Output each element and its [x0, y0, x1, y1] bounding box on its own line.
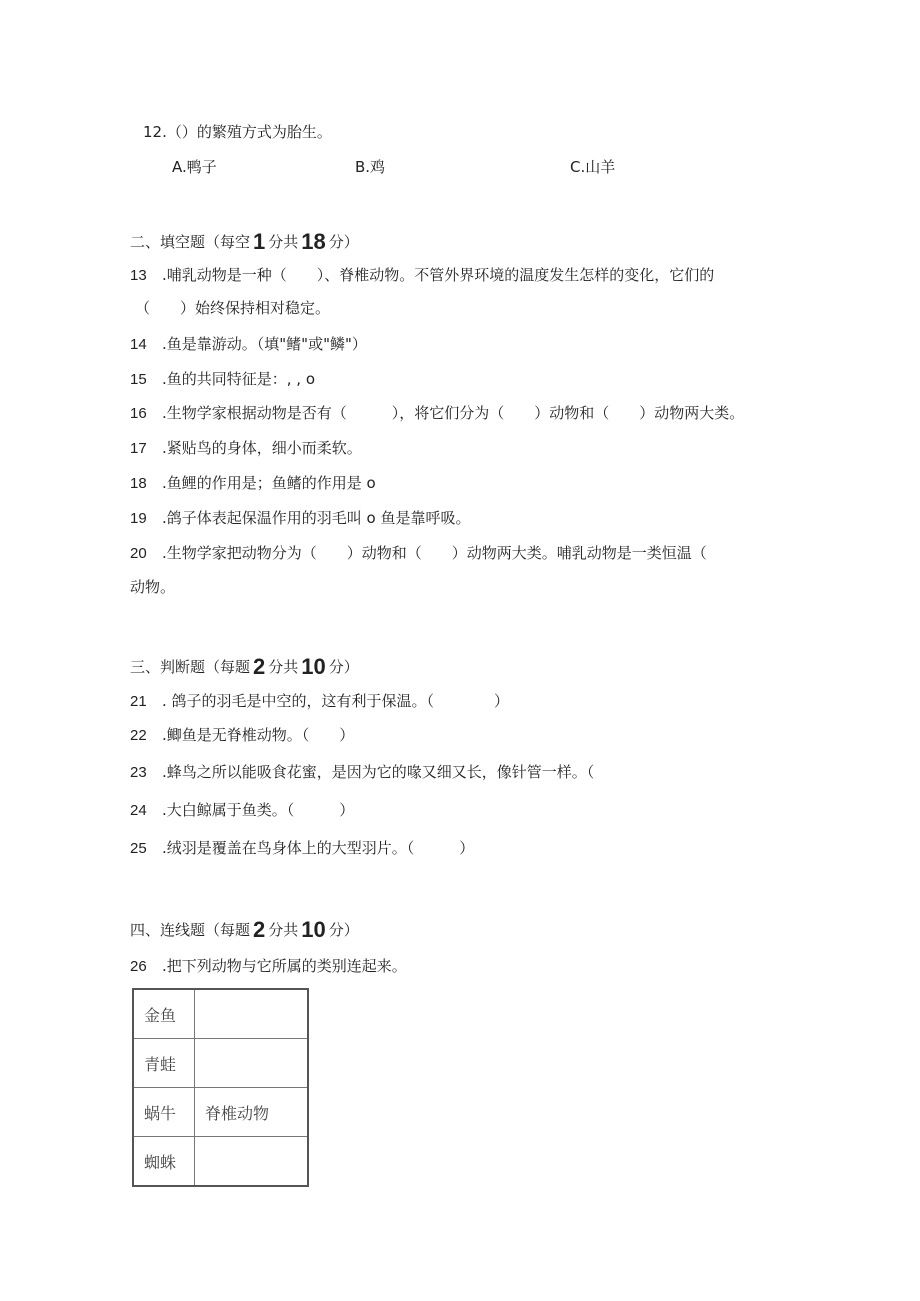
q24: 24 .大白鲸属于鱼类。（ ）: [130, 801, 355, 819]
q13: 13 .哺乳动物是一种（ ）、脊椎动物。不管外界环境的温度发生怎样的变化，它们的: [130, 266, 715, 284]
q22: 22 .鲫鱼是无脊椎动物。（ ）: [130, 726, 355, 744]
section-3-heading: 三、判断题（每题 2 分共 10 分）: [130, 654, 359, 679]
animal-cell: 金鱼: [133, 989, 195, 1039]
q15: 15 .鱼的共同特征是：, , o: [130, 370, 316, 388]
animal-cell: 青蛙: [133, 1039, 195, 1088]
q16: 16 .生物学家根据动物是否有（ ），将它们分为（ ）动物和（ ）动物两大类。: [130, 404, 745, 422]
q14: 14 .鱼是靠游动。（填"鳍"或"鳞"）: [130, 335, 367, 353]
q12-option-b: B.鸡: [355, 158, 386, 176]
animal-cell: 蜘蛛: [133, 1137, 195, 1187]
section-2-heading: 二、填空题（每空 1 分共 18 分）: [130, 229, 359, 254]
q25: 25 .绒羽是覆盖在鸟身体上的大型羽片。（ ）: [130, 839, 475, 857]
section-4-heading: 四、连线题（每题 2 分共 10 分）: [130, 917, 359, 942]
q12-option-a: A.鸭子: [172, 158, 217, 176]
table-row: [133, 1039, 308, 1088]
category-cell: [195, 989, 309, 1039]
q17: 17 .紧贴鸟的身体，细小而柔软。: [130, 439, 362, 457]
q13-continuation: （ ）始终保持相对稳定。: [135, 299, 331, 317]
q12-option-c: C.山羊: [570, 158, 616, 176]
table-row: [133, 1088, 308, 1137]
q21: 21 . 鸽子的羽毛是中空的，这有利于保温。（ ）: [130, 692, 510, 710]
animal-cell: 蜗牛: [133, 1088, 195, 1137]
q12-text: 12.（）的繁殖方式为胎生。: [143, 123, 332, 141]
q20: 20 .生物学家把动物分为（ ）动物和（ ）动物两大类。哺乳动物是一类恒温（: [130, 544, 707, 562]
q23: 23 .蜂鸟之所以能吸食花蜜，是因为它的喙又细又长，像针管一样。（: [130, 763, 595, 781]
table-row: [133, 989, 308, 1039]
q20-continuation: 动物。: [130, 578, 176, 596]
category-cell: [195, 1137, 309, 1187]
category-cell: [195, 1039, 309, 1088]
q18: 18 .鱼鲤的作用是；鱼鳍的作用是 o: [130, 474, 376, 492]
q19: 19 .鸽子体表起保温作用的羽毛叫 o 鱼是靠呼吸。: [130, 509, 471, 527]
category-cell: 脊椎动物: [195, 1088, 309, 1137]
q26: 26 .把下列动物与它所属的类别连起来。: [130, 957, 407, 975]
matching-table: [132, 988, 309, 1187]
table-row: [133, 1137, 308, 1187]
